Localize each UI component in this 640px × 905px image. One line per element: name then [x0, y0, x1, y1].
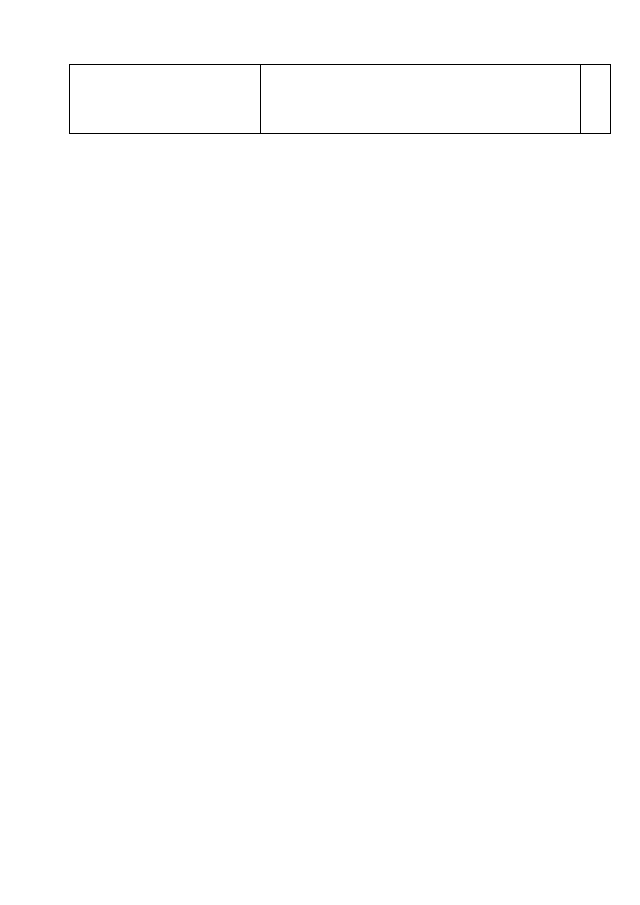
- table-header: [69, 64, 611, 134]
- header-name-cell: [261, 65, 581, 133]
- header-code-cell: [70, 65, 261, 133]
- header-level-cell: [581, 65, 610, 133]
